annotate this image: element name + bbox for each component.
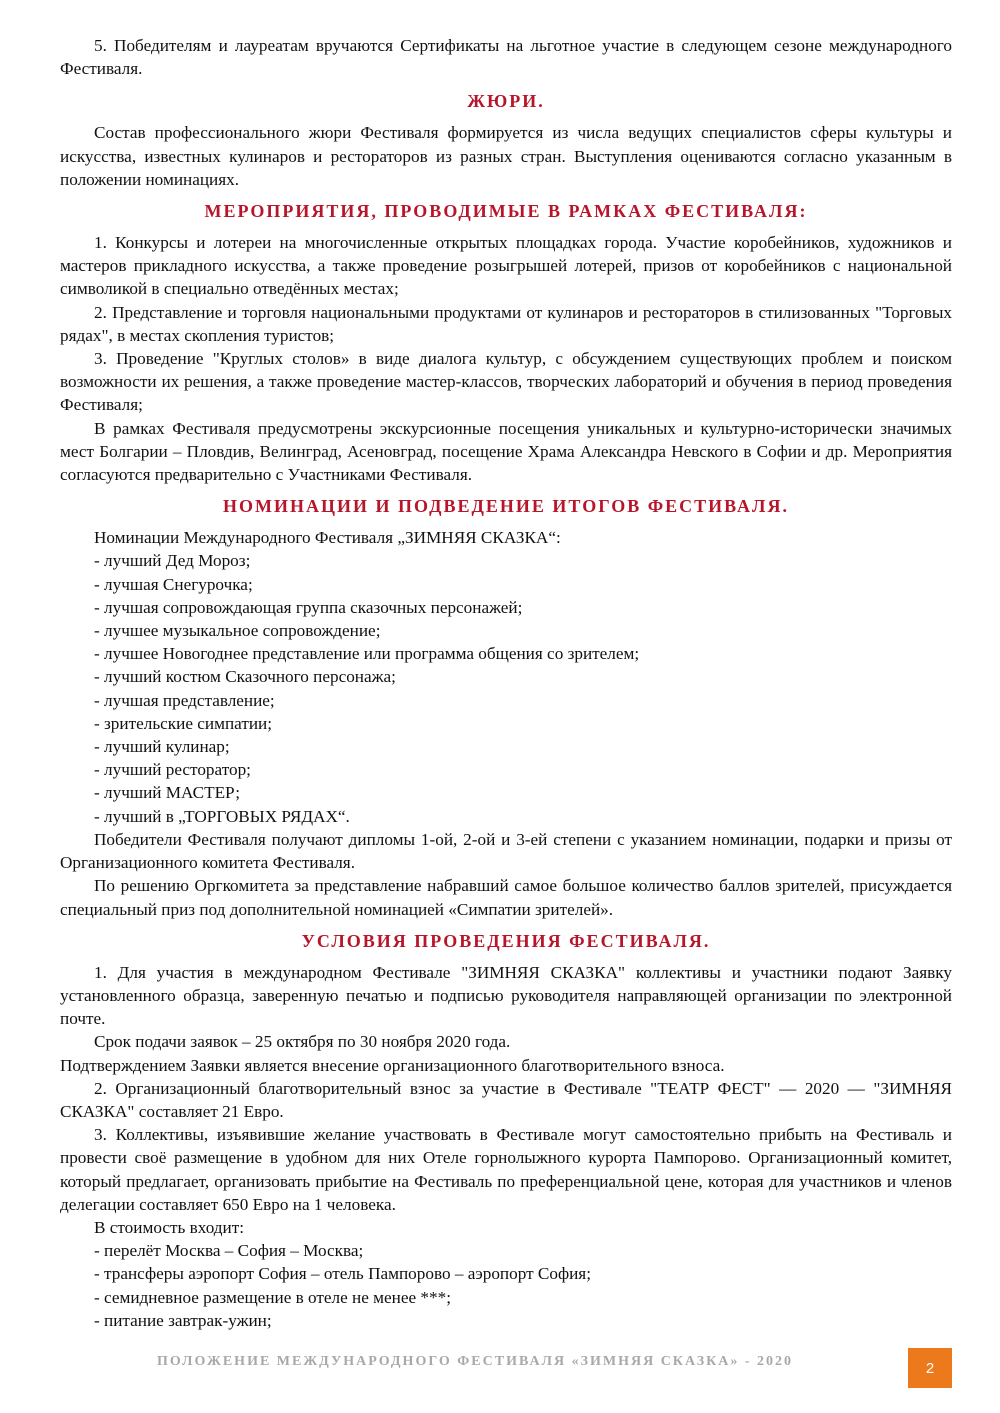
nomination-item: - зрительские симпатии; <box>94 713 273 733</box>
nomination-item: - лучший костюм Сказочного персонажа; <box>94 667 396 687</box>
events-list <box>60 231 952 486</box>
nominations-intro: Номинации Международного Фестиваля „ЗИМНЯЯ СКАЗКА“: <box>94 528 561 548</box>
conditions-arrival-paragraph: 3. Коллективы, изъявившие желание участвовать в Фестивале могут самостоятельно прибыть на Фестиваль и провести своё размещение в удобном для них Отеле горнолыжного курорта Пампорово. Организационный комитет, который предлагает, организовать прибытие на Фестиваль по преференциальной цене, которая для участников и членов делегации составляет 650 Евро на 1 человека. <box>60 1125 952 1214</box>
events-item: 2. Представление и торговля национальными продуктами от кулинаров и рестораторов в стилизованных "Торговых рядах", в местах скопления туристов; <box>60 302 952 345</box>
nomination-item: - лучший в „ТОРГОВЫХ РЯДАХ“. <box>94 806 350 826</box>
cost-intro: В стоимость входит: <box>94 1217 245 1237</box>
winners-paragraph: Победители Фестиваля получают дипломы 1-ой, 2-ой и 3-ей степени с указанием номинации, подарки и призы от Организационного комитета Фестиваля. <box>60 829 952 873</box>
cost-item: - питание завтрак-ужин; <box>94 1310 272 1330</box>
events-item: 1. Конкурсы и лотереи на многочисленные открытых площадках города. Участие коробейников, художников и мастеров прикладного искусства, а также проведение розыгрышей лотерей, призов от коробейников с национальной символикой в специально отведённых местах; <box>60 233 952 299</box>
events-excursions-paragraph: В рамках Фестиваля предусмотрены экскурсионные посещения уникальных и культурно-исторически значимых мест Болгарии – Пловдив, Велинград, Асеновград, посещение Храма Александра Невского в Софии и др. Мероприятия согласуются предварительно с Участниками Фестиваля. <box>60 418 952 485</box>
conditions-confirmation: Подтверждением Заявки является внесение организационного благотворительного взноса. <box>60 1055 725 1075</box>
cost-list <box>60 1239 952 1332</box>
events-heading: МЕРОПРИЯТИЯ, ПРОВОДИМЫЕ В РАМКАХ ФЕСТИВАЛЯ: <box>204 201 808 222</box>
events-item: 3. Проведение "Круглых столов» в виде диалога культур, с обсуждением существующих проблем и поиском возможности их решения, а также проведение мастер-классов, творческих лабораторий и обучения в период проведения Фестиваля; <box>60 349 952 415</box>
cost-item: - перелёт Москва – София – Москва; <box>94 1241 364 1261</box>
jury-paragraph: Состав профессионального жюри Фестиваля формируется из числа ведущих специалистов сферы культуры и искусства, известных кулинаров и рестораторов из разных стран. Выступления оцениваются согласно указанным в положении номинациях. <box>60 123 952 189</box>
page-footer: ПОЛОЖЕНИЕ МЕЖДУНАРОДНОГО ФЕСТИВАЛЯ «ЗИМНЯЯ СКАЗКА» - 2020 <box>156 1354 794 1369</box>
cost-item: - трансферы аэропорт София – отель Пампорово – аэропорт София; <box>94 1264 591 1284</box>
winners-certificates-paragraph: 5. Победителям и лауреатам вручаются Сертификаты на льготное участие в следующем сезоне международного Фестиваля. <box>60 36 952 79</box>
cost-item: - семидневное размещение в отеле не менее ***; <box>94 1287 451 1307</box>
conditions-application-paragraph: 1. Для участия в международном Фестивале "ЗИМНЯЯ СКАЗКА" коллективы и участники подают Заявку установленного образца, заверенную печатью и подписью руководителя направляющей организации по электронной почте. <box>60 962 952 1029</box>
nomination-item: - лучший ресторатор; <box>94 760 251 780</box>
nomination-item: - лучший МАСТЕР; <box>94 783 241 803</box>
page-number-badge: 2 <box>908 1348 952 1388</box>
nomination-item: - лучшее музыкальное сопровождение; <box>94 621 381 641</box>
document-page <box>60 34 952 1332</box>
nomination-item: - лучшая сопровождающая группа сказочных персонажей; <box>94 597 523 617</box>
nomination-item: - лучший Дед Мороз; <box>94 551 251 571</box>
nomination-item: - лучшая Снегурочка; <box>94 574 253 594</box>
nominations-list <box>60 549 952 827</box>
special-prize-paragraph: По решению Оргкомитета за представление набравший самое большое количество баллов зрителей, присуждается специальный приз под дополнительной номинацией «Симпатии зрителей». <box>60 876 952 919</box>
nomination-item: - лучший кулинар; <box>94 737 230 757</box>
nomination-item: - лучшая представление; <box>94 690 275 710</box>
conditions-deadline: Срок подачи заявок – 25 октября по 30 ноября 2020 года. <box>94 1032 511 1052</box>
conditions-heading: УСЛОВИЯ ПРОВЕДЕНИЯ ФЕСТИВАЛЯ. <box>301 930 711 951</box>
jury-heading: ЖЮРИ. <box>467 91 545 112</box>
nomination-item: - лучшее Новогоднее представление или программа общения со зрителем; <box>94 644 640 664</box>
nominations-heading: НОМИНАЦИИ И ПОДВЕДЕНИЕ ИТОГОВ ФЕСТИВАЛЯ. <box>223 496 789 517</box>
conditions-fee-paragraph: 2. Организационный благотворительный взнос за участие в Фестивале "ТЕАТР ФЕСТ" — 2020 — "ЗИМНЯЯ СКАЗКА" составляет 21 Евро. <box>60 1078 952 1121</box>
